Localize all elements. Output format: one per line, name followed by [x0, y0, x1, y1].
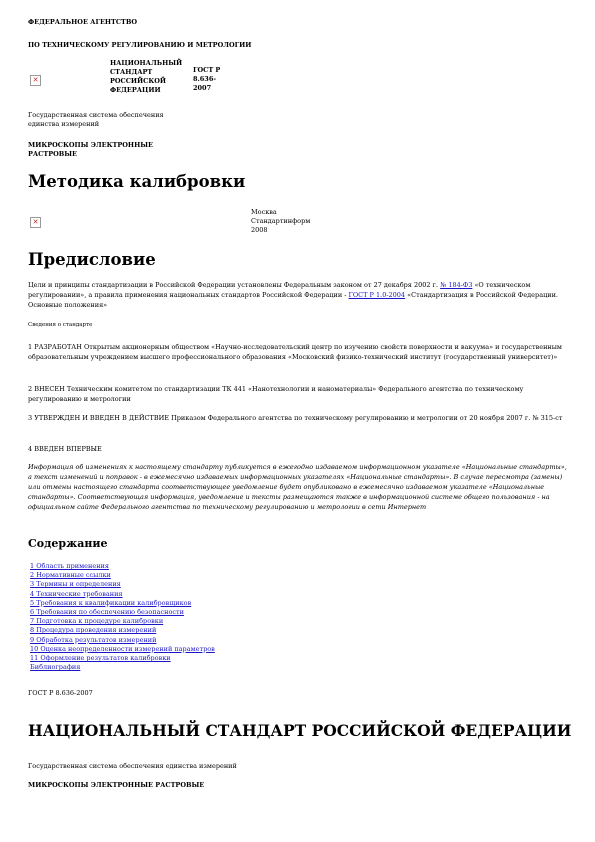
gost-designation: ГОСТ Р 8.636-2007	[28, 689, 93, 697]
standard-code-line: 2007	[193, 84, 212, 92]
publisher-block	[251, 208, 351, 235]
microscopes-subtitle-line: МИКРОСКОПЫ ЭЛЕКТРОННЫЕ	[28, 141, 153, 149]
microscopes-subtitle-line: РАСТРОВЫЕ	[28, 150, 78, 158]
toc-link[interactable]: 8 Процедура проведения измерений	[30, 626, 157, 635]
toc-link[interactable]: 3 Термины и определения	[30, 580, 121, 589]
standard-label-line: НАЦИОНАЛЬНЫЙ	[110, 59, 183, 67]
microscopes-subtitle-2: МИКРОСКОПЫ ЭЛЕКТРОННЫЕ РАСТРОВЫЕ	[28, 781, 205, 789]
goals-text: «О техническом регулировании», а правила применения национальных стандартов Российской Федерации -	[28, 281, 531, 299]
goals-paragraph	[28, 280, 568, 310]
committee-heading: ПО ТЕХНИЧЕСКОМУ РЕГУЛИРОВАНИЮ И МЕТРОЛОГИИ	[28, 41, 252, 49]
law-link[interactable]: № 184-ФЗ	[440, 281, 473, 289]
table-of-contents	[30, 562, 350, 672]
info-heading: Сведения о стандарте	[28, 322, 93, 328]
toc-link[interactable]: 5 Требования к квалификации калибровщиков	[30, 598, 192, 607]
toc-link[interactable]: 10 Оценка неопределенности измерений параметров	[30, 644, 215, 653]
toc-link[interactable]: 11 Оформление результатов калибровки	[30, 654, 171, 663]
changes-notice: Информация об изменениях к настоящему стандарту публикуется в ежегодно издаваемом информационном указателе «Национальные стандарты», а текст изменений и поправок - в ежемесячно издаваемых информационных указателях «Национальные стандарты». В случае пересмотра (замены) или отмены настоящего стандарта соответствующее уведомление будет опубликовано в ежемесячно издаваемом указателе «Национальные стандарты». Соответствующая информация, уведомление и тексты размещаются также в информационной системе общего пользования - на официальном сайте Федерального агентства по техническому регулированию и метрологии в сети Интернет	[28, 463, 567, 511]
system-subtitle-line: Государственная система обеспечения	[28, 111, 164, 119]
preface-item-4: 4 ВВЕДЕН ВПЕРВЫЕ	[28, 445, 102, 453]
toc-link[interactable]: Библиография	[30, 663, 81, 672]
system-subtitle-2: Государственная система обеспечения единства измерений	[28, 762, 237, 770]
national-standard-title: НАЦИОНАЛЬНЫЙ СТАНДАРТ РОССИЙСКОЙ ФЕДЕРАЦИИ	[28, 721, 572, 740]
standard-label	[110, 59, 190, 95]
broken-image-icon: ✕	[30, 75, 41, 86]
system-subtitle	[28, 111, 228, 129]
agency-heading: ФЕДЕРАЛЬНОЕ АГЕНТСТВО	[28, 18, 138, 26]
toc-link[interactable]: 4 Технические требования	[30, 589, 123, 598]
standard-label-line: РОССИЙСКОЙ	[110, 77, 167, 85]
preface-item-3: 3 УТВЕРЖДЕН И ВВЕДЕН В ДЕЙСТВИЕ Приказом Федерального агентства по техническому регулированию и метрологии от 20 ноября 2007 г. № 315-ст	[28, 414, 563, 422]
microscopes-subtitle	[28, 141, 178, 159]
publisher-year: 2008	[251, 226, 268, 234]
system-subtitle-line: единства измерений	[28, 120, 100, 128]
toc-link[interactable]: 2 Нормативные ссылки	[30, 571, 111, 580]
toc-title: Содержание	[28, 537, 108, 550]
goals-text: «Стандартизация в Российской Федерации. Основные положения»	[28, 291, 558, 309]
goals-text: Цели и принципы стандартизации в Российской Федерации установлены Федеральным законом от 27 декабря 2002 г.	[28, 281, 441, 289]
broken-image-icon: ✕	[30, 217, 41, 228]
toc-link[interactable]: 1 Область применения	[30, 562, 109, 570]
preface-item-1: 1 РАЗРАБОТАН Открытым акционерным обществом «Научно-исследовательский центр по изучению свойств поверхности и вакуума» и государственным образовательным учреждением высшего профессионального образования «Московский физико-технический институт (государственный университет)»	[28, 343, 562, 361]
standard-code-line: ГОСТ Р	[193, 66, 221, 74]
toc-link[interactable]: 9 Обработка результатов измерений	[30, 635, 157, 644]
publisher-name: Стандартинформ	[251, 217, 311, 225]
toc-link[interactable]: 6 Требования по обеспечению безопасности	[30, 608, 184, 617]
standard-code	[193, 66, 243, 93]
standard-code-line: 8.636-	[193, 75, 217, 83]
preface-item-2: 2 ВНЕСЕН Техническим комитетом по стандартизации ТК 441 «Нанотехнологии и наноматериалы» Федерального агентства по техническому регулированию и метрологии	[28, 385, 524, 403]
method-title: Методика калибровки	[28, 172, 246, 191]
toc-link[interactable]: 7 Подготовка к процедуре калибровки	[30, 617, 164, 626]
standard-label-line: ФЕДЕРАЦИИ	[110, 86, 161, 94]
publisher-city: Москва	[251, 208, 277, 216]
preface-title: Предисловие	[28, 250, 156, 269]
standard-label-line: СТАНДАРТ	[110, 68, 153, 76]
gost-link[interactable]: ГОСТ Р 1.0-2004	[348, 291, 406, 299]
